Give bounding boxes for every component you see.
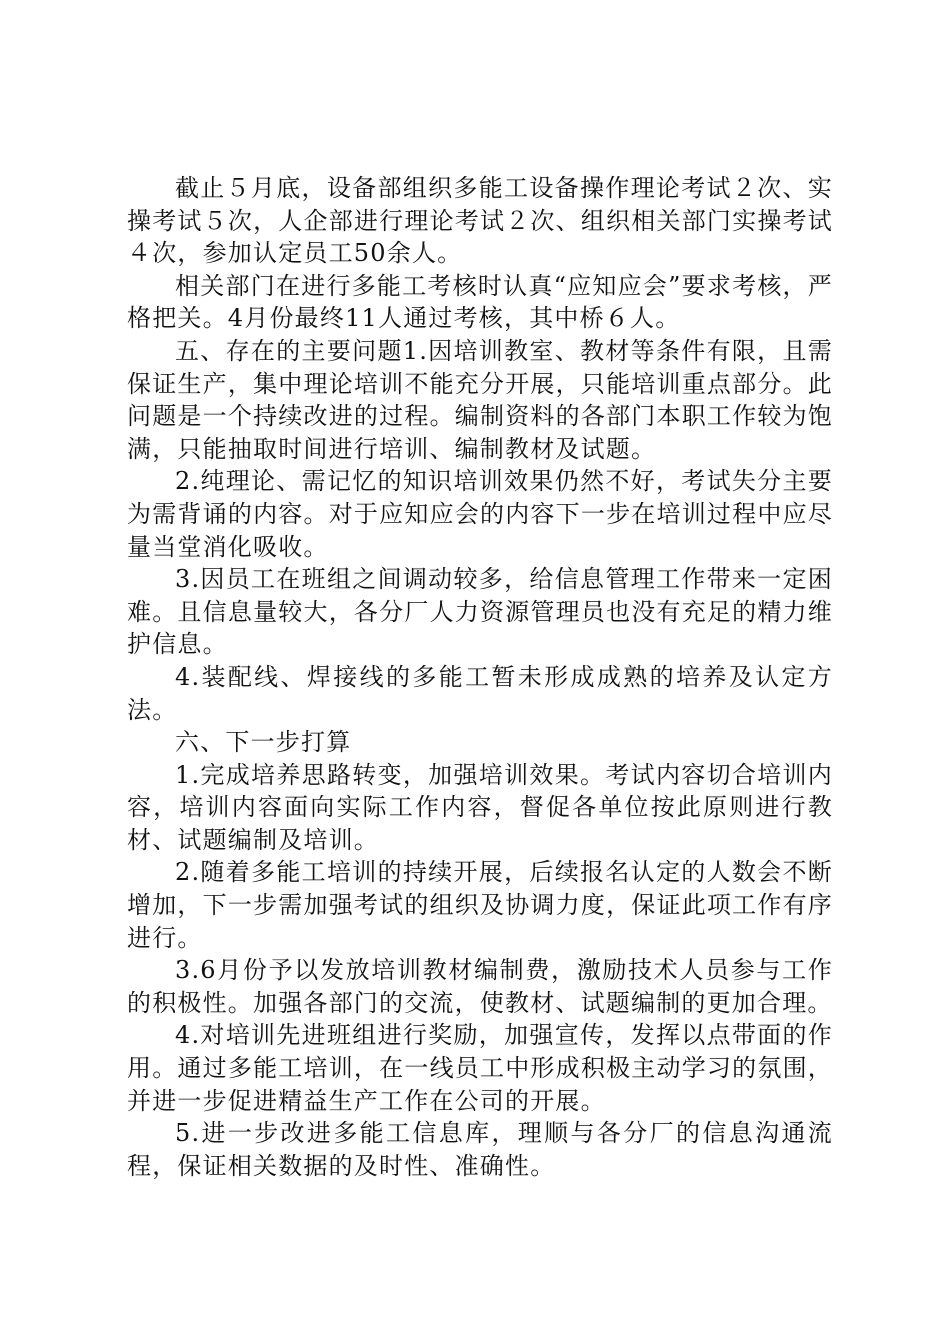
paragraph-problem-3: 3.因员工在班组之间调动较多，给信息管理工作带来一定困难。且信息量较大，各分厂人力资源管理员也没有充足的精力维护信息。 [127, 565, 833, 659]
section-heading-next-steps: 六、下一步打算 [175, 728, 352, 757]
paragraph-plan-2: 2.随着多能工培训的持续开展，后续报名认定的人数会不断增加，下一步需加强考试的组织及协调力度，保证此项工作有序进行。 [127, 858, 833, 952]
paragraph-plan-3: 3.6月份予以发放培训教材编制费，激励技术人员参与工作的积极性。加强各部门的交流，使教材、试题编制的更加合理。 [127, 956, 833, 1017]
paragraph-problem-2: 2.纯理论、需记忆的知识培训效果仍然不好，考试失分主要为需背诵的内容。对于应知应会的内容下一步在培训过程中应尽量当堂消化吸收。 [127, 467, 833, 561]
paragraph-plan-4: 4.对培训先进班组进行奖励，加强宣传，发挥以点带面的作用。通过多能工培训，在一线员工中形成积极主动学习的氛围，并进一步促进精益生产工作在公司的开展。 [127, 1021, 833, 1115]
paragraph-main-problems: 五、存在的主要问题1.因培训教室、教材等条件有限，且需保证生产，集中理论培训不能充分开展，只能培训重点部分。此问题是一个持续改进的过程。编制资料的各部门本职工作较为饱满，只能抽取时间进行培训、编制教材及试题。 [127, 336, 833, 463]
paragraph-plan-5: 5.进一步改进多能工信息库，理顺与各分厂的信息沟通流程，保证相关数据的及时性、准确性。 [127, 1119, 833, 1180]
document-body [127, 172, 833, 1182]
paragraph-problem-4: 4.装配线、焊接线的多能工暂未形成成熟的培养及认定方法。 [127, 662, 833, 724]
paragraph-exam-summary: 截止５月底，设备部组织多能工设备操作理论考试２次、实操考试５次，人企部进行理论考试２次、组织相关部门实操考试４次，参加认定员工50余人。 [127, 174, 833, 268]
paragraph-plan-1: 1.完成培养思路转变，加强培训效果。考试内容切合培训内容，培训内容面向实际工作内容，督促各单位按此原则进行教材、试题编制及培训。 [127, 760, 833, 854]
paragraph-assessment-result: 相关部门在进行多能工考核时认真“应知应会”要求考核，严格把关。4月份最终11人通过考核，其中桥６人。 [127, 271, 833, 333]
